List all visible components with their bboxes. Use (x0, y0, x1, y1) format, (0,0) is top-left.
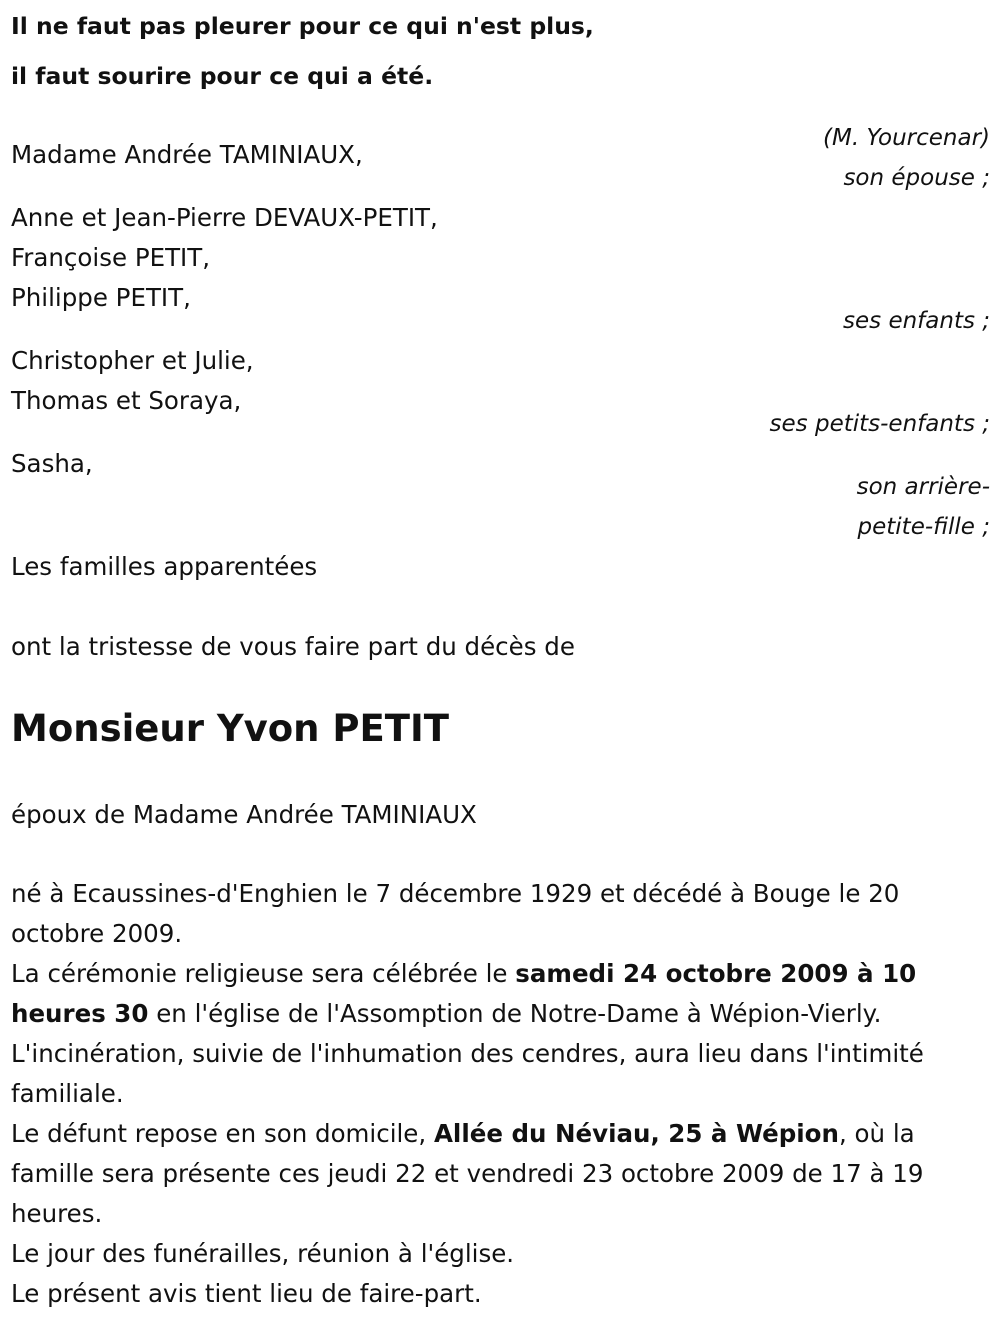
grandchild-1: Christopher et Julie, (11, 346, 254, 375)
quote-line-2: il faut sourire pour ce qui a été. (11, 62, 434, 90)
deceased-name: Monsieur Yvon PETIT (11, 707, 450, 750)
ceremony-date: samedi 24 octobre 2009 à 10 heures 30 (11, 959, 917, 1028)
repose-address: Allée du Néviau, 25 à Wépion (433, 1119, 839, 1148)
quote-line-1: Il ne faut pas pleurer pour ce qui n'est plus, (11, 12, 594, 40)
repose (11, 1114, 996, 1234)
quote-author: (M. Yourcenar) (823, 125, 990, 151)
repose-text-post: , où la famille sera présente ces jeudi 22 et vendredi 23 octobre 2009 de 17 à 19 heures. (11, 1119, 924, 1228)
details-block (11, 874, 996, 1314)
spouse-of: époux de Madame Andrée TAMINIAUX (11, 800, 477, 829)
child-3: Philippe PETIT, (11, 283, 191, 312)
cremation: L'incinération, suivie de l'inhumation des cendres, aura lieu dans l'intimité familiale. (11, 1039, 924, 1108)
spouse-name: Madame Andrée TAMINIAUX, (11, 140, 363, 169)
grandchildren-role: ses petits-enfants ; (769, 411, 990, 437)
announcement: ont la tristesse de vous faire part du décès de (11, 632, 575, 661)
children-role: ses enfants ; (843, 308, 990, 334)
great-grandchild-role-2: petite-fille ; (857, 514, 990, 540)
ceremony-text-post: en l'église de l'Assomption de Notre-Dame à Wépion-Vierly. (148, 999, 882, 1028)
ceremony-text-pre: La cérémonie religieuse sera célébrée le (11, 959, 516, 988)
great-grandchild-role-1: son arrière- (856, 474, 990, 500)
funeral-meeting: Le jour des funérailles, réunion à l'église. (11, 1239, 515, 1268)
child-2: Françoise PETIT, (11, 243, 211, 272)
notice: Le présent avis tient lieu de faire-part. (11, 1279, 482, 1308)
grandchild-2: Thomas et Soraya, (11, 386, 242, 415)
related-families: Les familles apparentées (11, 552, 318, 581)
great-grandchild: Sasha, (11, 449, 93, 478)
birth-death: né à Ecaussines-d'Enghien le 7 décembre 1929 et décédé à Bouge le 20 octobre 2009. (11, 879, 900, 948)
spouse-role: son épouse ; (843, 165, 990, 191)
repose-text-pre: Le défunt repose en son domicile, (11, 1119, 434, 1148)
ceremony (11, 954, 996, 1034)
child-1: Anne et Jean-Pierre DEVAUX-PETIT, (11, 203, 438, 232)
